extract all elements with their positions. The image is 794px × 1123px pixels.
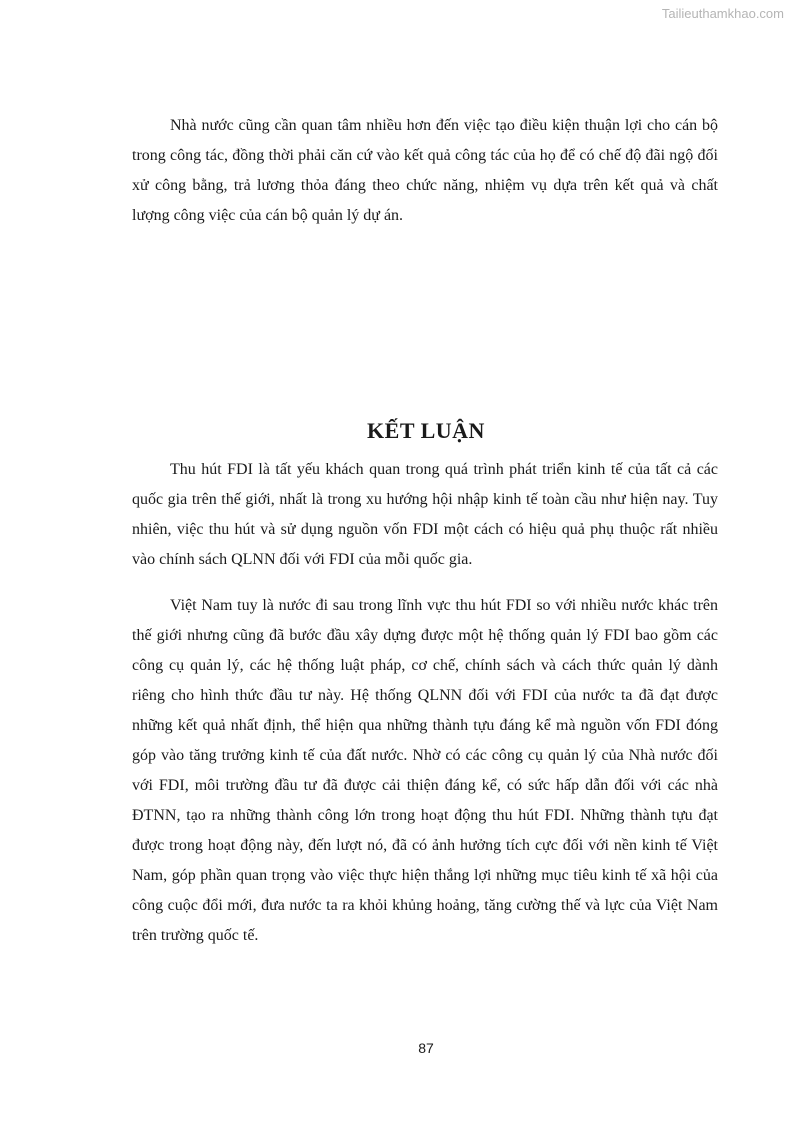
conclusion-section <box>132 455 718 951</box>
conclusion-paragraph-1: Thu hút FDI là tất yếu khách quan trong quá trình phát triển kinh tế của tất cả các quốc gia trên thế giới, nhất là trong xu hướng hội nhập kinh tế toàn cầu như hiện nay. Tuy nhiên, việc thu hút và sử dụng nguồn vốn FDI một cách có hiệu quả phụ thuộc rất nhiều vào chính sách QLNN đối với FDI của mỗi quốc gia. <box>132 461 718 568</box>
section-title: KẾT LUẬN <box>367 418 485 443</box>
intro-paragraph: Nhà nước cũng cần quan tâm nhiều hơn đến việc tạo điều kiện thuận lợi cho cán bộ trong công tác, đồng thời phải căn cứ vào kết quả công tác của họ để có chế độ đãi ngộ đối xử công bằng, trả lương thỏa đáng theo chức năng, nhiệm vụ dựa trên kết quả và chất lượng công việc của cán bộ quản lý dự án. <box>132 117 718 224</box>
conclusion-paragraph-2: Việt Nam tuy là nước đi sau trong lĩnh vực thu hút FDI so với nhiều nước khác trên thế giới nhưng cũng đã bước đầu xây dựng được một hệ thống quản lý FDI bao gồm các công cụ quản lý, các hệ thống luật pháp, cơ chế, chính sách và cách thức quản lý dành riêng cho hình thức đầu tư này. Hệ thống QLNN đối với FDI của nước ta đã đạt được những kết quả nhất định, thể hiện qua những thành tựu đáng kể mà nguồn vốn FDI đóng góp vào tăng trưởng kinh tế của đất nước. Nhờ có các công cụ quản lý của Nhà nước đối với FDI, môi trường đầu tư đã được cải thiện đáng kể, có sức hấp dẫn đối với các nhà ĐTNN, tạo ra những thành công lớn trong hoạt động thu hút FDI. Những thành tựu đạt được trong hoạt động này, đến lượt nó, đã có ảnh hưởng tích cực đối với nền kinh tế Việt Nam, góp phần quan trọng vào việc thực hiện thắng lợi những mục tiêu kinh tế xã hội của công cuộc đổi mới, đưa nước ta ra khỏi khủng hoảng, tăng cường thế và lực của Việt Nam trên trường quốc tế. <box>132 597 718 944</box>
intro-section <box>132 111 718 231</box>
watermark: Tailieuthamkhao.com <box>661 6 784 21</box>
page-number: 87 <box>418 1040 434 1056</box>
